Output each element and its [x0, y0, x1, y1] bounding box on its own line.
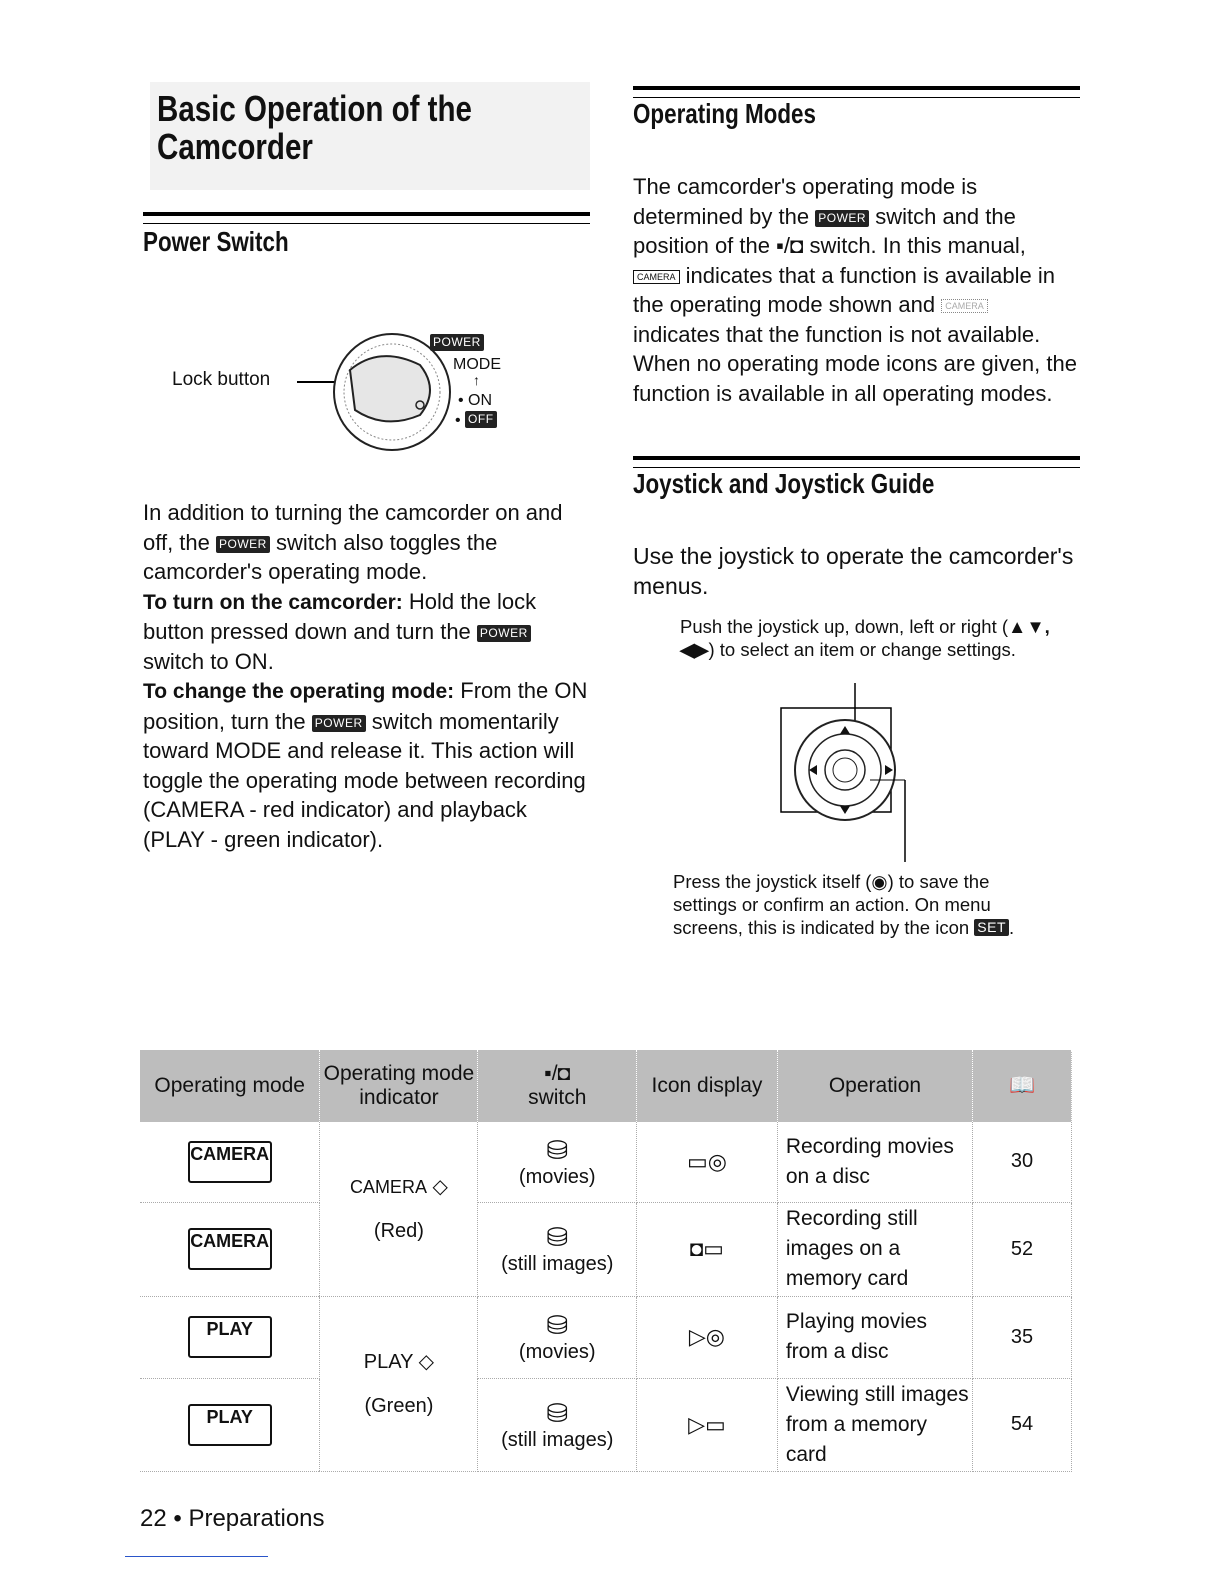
mode-label: MODE — [453, 356, 501, 373]
book-icon: 📖 — [973, 1050, 1072, 1122]
power-switch-title: Power Switch — [143, 226, 289, 257]
on-label: • ON — [458, 392, 493, 409]
joystick-press-text: Press the joystick itself (◉) to save the settings or confirm an action. On menu screens, this is indicated by the icon SET . — [673, 871, 1015, 938]
power-badge: POWER — [430, 334, 484, 351]
camera-mode-icon-disabled: CAMERA — [941, 299, 988, 313]
card-icon: ⛁ — [546, 1397, 569, 1428]
indicator-lamp-icon: ◇ — [418, 1350, 435, 1373]
page-title: Basic Operation of the Camcorder — [157, 88, 472, 167]
section-rule — [143, 212, 590, 224]
switch-knob — [350, 356, 430, 421]
indicator-play: PLAY ◇ (Green) — [320, 1296, 478, 1471]
set-icon: SET — [974, 919, 1009, 936]
lock-button-label: Lock button — [172, 369, 271, 390]
arrow-up-icon: ↑ — [473, 372, 480, 388]
header-icon-display: Icon display — [637, 1050, 778, 1122]
card-record-icon: ◘▭ — [689, 1236, 724, 1261]
operating-modes-table — [140, 1050, 1072, 1472]
section-rule — [633, 86, 1080, 98]
arrows-icon: ▲▼, ◀▶ — [680, 616, 1050, 660]
play-still-mode-icon: PLAY — [188, 1404, 272, 1446]
disc-icon: ⛁ — [546, 1310, 569, 1340]
operating-modes-text: The camcorder's operating mode is determined by the POWER switch and the position of the ▪/◘ switch. In this manual, CAMERA indicates that a function is available in the operating mode shown and CAMERA indicates that the function is not available. When no operating mode icons are given, the function is available in all operating modes. — [633, 174, 1077, 406]
joystick-press-icon: ◉ — [871, 871, 888, 892]
indicator-camera: CAMERA ◇ (Red) — [320, 1122, 478, 1296]
page-footer: 22 • Preparations — [140, 1505, 325, 1532]
header-switch: ▪/◘ switch — [478, 1050, 637, 1122]
disc-record-icon: ▭◎ — [686, 1148, 727, 1174]
card-icon: ⛁ — [546, 1222, 569, 1252]
table-row: CAMERA ⛁ (still images) ◘▭ Recording still images on a memory card 52 — [140, 1202, 1072, 1296]
section-name: Preparations — [188, 1505, 325, 1532]
disc-play-icon: ▷◎ — [688, 1324, 725, 1349]
page-number: 22 — [140, 1505, 167, 1532]
indicator-lamp-icon: ◇ — [432, 1175, 448, 1198]
header-operating-mode: Operating mode — [140, 1050, 320, 1122]
footer-link-rule — [125, 1556, 268, 1557]
header-indicator: Operating mode indicator — [320, 1050, 478, 1122]
power-badge-inline: POWER — [216, 536, 270, 553]
table-row: PLAY ⛁ (still images) ▷▭ Viewing still images from a memory card 54 — [140, 1378, 1072, 1471]
joystick-intro: Use the joystick to operate the camcorder's menus. — [633, 543, 1074, 599]
operating-modes-title: Operating Modes — [633, 98, 816, 129]
table-row: CAMERA CAMERA ◇ (Red) ⛁ (movies) ▭◎ Recording movies on a disc 30 — [140, 1122, 1072, 1202]
off-label: • OFF — [455, 411, 497, 430]
disc-icon: ⛁ — [546, 1134, 569, 1165]
play-movie-mode-icon: PLAY — [188, 1316, 272, 1358]
section-rule — [633, 456, 1080, 468]
card-play-icon: ▷▭ — [688, 1411, 726, 1437]
joystick-diagram — [775, 680, 915, 865]
movie-still-icon: ▪/◘ — [544, 1062, 571, 1085]
camera-movie-mode-icon: CAMERA — [188, 1141, 272, 1183]
movie-still-switch-icon: ▪/◘ — [776, 233, 804, 258]
power-switch-text: In addition to turning the camcorder on and off, the POWER switch also toggles the camcorder's operating mode. To turn on the camcorder: Hold the lock button pressed down and turn the POWER switch to ON. To change the operating mode: From the ON position, turn the POWER switch momentarily toward MODE and release it. This action will toggle the operating mode between recording (CAMERA - red indicator) and playback (PLAY - green indicator). — [143, 500, 588, 852]
table-row: PLAY PLAY ◇ (Green) ⛁ (movies) ▷◎ Playing movies from a disc 35 — [140, 1296, 1072, 1378]
joystick-title: Joystick and Joystick Guide — [633, 468, 935, 499]
camera-mode-icon: CAMERA — [633, 270, 680, 284]
camera-still-mode-icon: CAMERA — [188, 1228, 272, 1270]
header-operation: Operation — [777, 1050, 972, 1122]
joystick-push-text: Push the joystick up, down, left or right (▲▼, ◀▶) to select an item or change settings. — [680, 616, 1050, 660]
